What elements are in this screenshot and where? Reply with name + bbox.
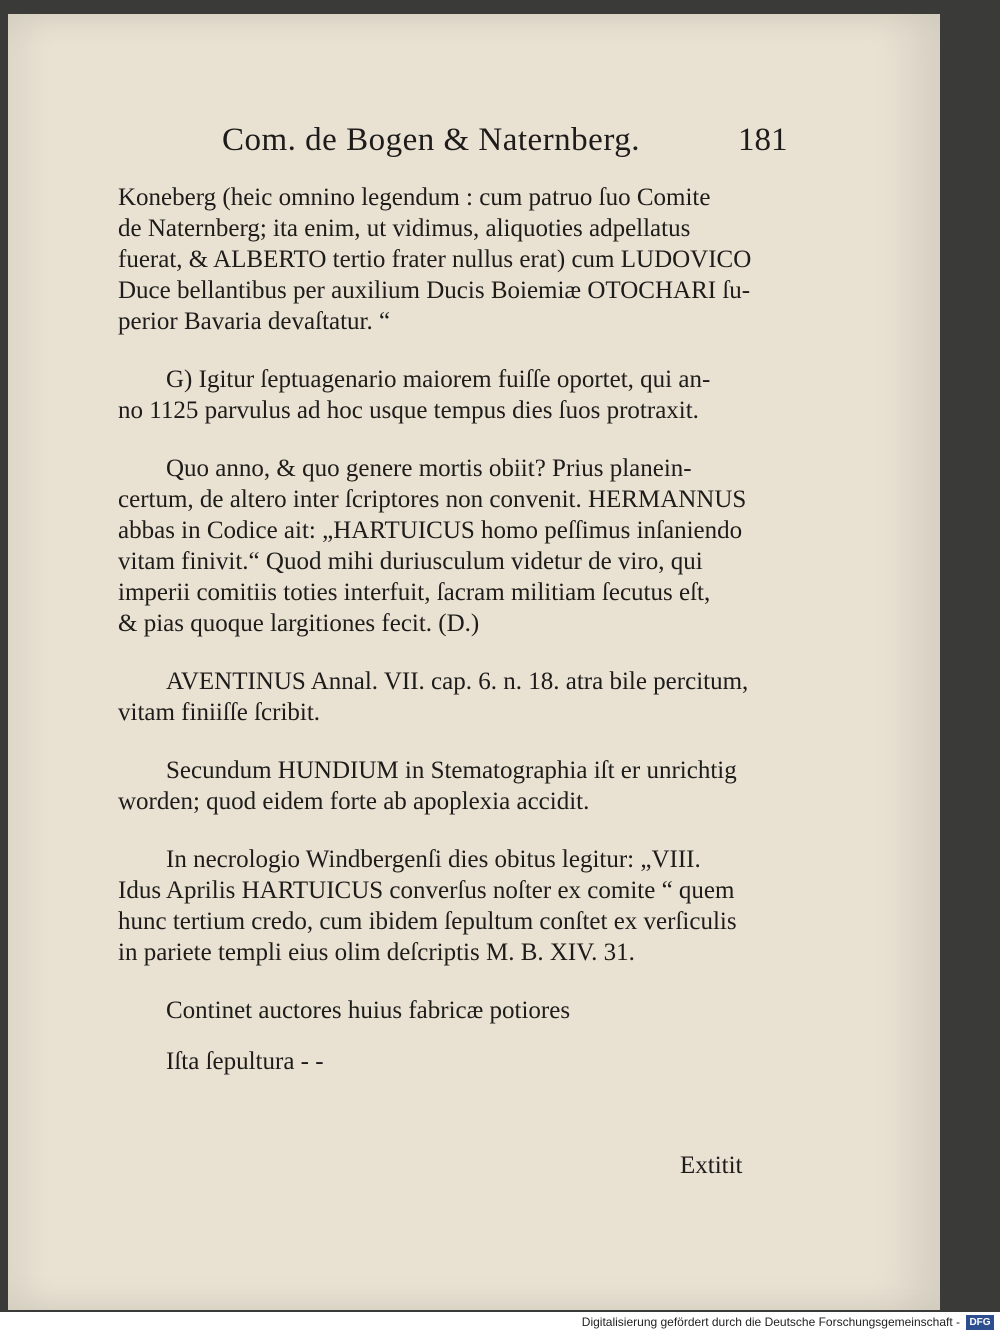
text-line: Secundum HUNDIUM in Stematographia iſt er unrichtig (166, 757, 737, 784)
paragraph (118, 364, 796, 426)
text-line: de Naternberg; ita enim, ut vidimus, aliquoties adpellatus (118, 215, 691, 242)
body-text (118, 182, 796, 1104)
dfg-logo: DFG (966, 1315, 994, 1330)
text-line: perior Bavaria devaſtatur. “ (118, 308, 391, 335)
text-line: in pariete templi eius olim deſcriptis M. B. XIV. 31. (118, 939, 635, 966)
running-title: Com. de Bogen & Naternberg. (222, 122, 640, 158)
paragraph (118, 995, 796, 1026)
text-line: AVENTINUS Annal. VII. cap. 6. n. 18. atra bile percitum, (166, 668, 749, 695)
text-line: imperii comitiis toties interfuit, ſacram militiam ſecutus eſt, (118, 579, 711, 606)
page-number: 181 (738, 122, 788, 158)
page-header (8, 112, 940, 172)
text-line: fuerat, & ALBERTO tertio frater nullus erat) cum LUDOVICO (118, 246, 752, 273)
text-line: Duce bellantibus per auxilium Ducis Boiemiæ OTOCHARI ſu- (118, 277, 751, 304)
text-line: Koneberg (heic omnino legendum : cum patruo ſuo Comite (118, 184, 711, 211)
footer-credit: Digitalisierung gefördert durch die Deutsche Forschungsgemeinschaft - (581, 1315, 960, 1329)
catchword: Extitit (680, 1152, 743, 1179)
paragraph (118, 182, 796, 337)
paragraph (118, 755, 796, 817)
text-line: Continet auctores huius fabricæ potiores (166, 997, 571, 1024)
text-line: worden; quod eidem forte ab apoplexia accidit. (118, 788, 590, 815)
text-line: & pias quoque largitiones fecit. (D.) (118, 610, 480, 637)
text-line: hunc tertium credo, cum ibidem ſepultum conſtet ex verſiculis (118, 908, 737, 935)
paragraph (118, 844, 796, 968)
text-line: Idus Aprilis HARTUICUS converſus noſter ex comite “ quem (118, 877, 735, 904)
text-line: certum, de altero inter ſcriptores non convenit. HERMANNUS (118, 486, 747, 513)
text-line: vitam finivit.“ Quod mihi duriusculum videtur de viro, qui (118, 548, 703, 575)
book-page (8, 14, 940, 1310)
text-line: no 1125 parvulus ad hoc usque tempus dies ſuos protraxit. (118, 397, 699, 424)
paragraph (118, 453, 796, 639)
text-line: Quo anno, & quo genere mortis obiit? Prius planein- (166, 455, 692, 482)
text-line: abbas in Codice ait: „HARTUICUS homo peſſimus inſaniendo (118, 517, 743, 544)
digitization-footer (0, 1312, 1000, 1334)
text-line: G) Igitur ſeptuagenario maiorem fuiſſe oportet, qui an- (166, 366, 711, 393)
paragraph (118, 1046, 796, 1077)
text-line: In necrologio Windbergenſi dies obitus legitur: „VIII. (166, 846, 701, 873)
paragraph (118, 666, 796, 728)
text-line: vitam finiiſſe ſcribit. (118, 699, 321, 726)
text-line: Iſta ſepultura - - (166, 1048, 324, 1075)
